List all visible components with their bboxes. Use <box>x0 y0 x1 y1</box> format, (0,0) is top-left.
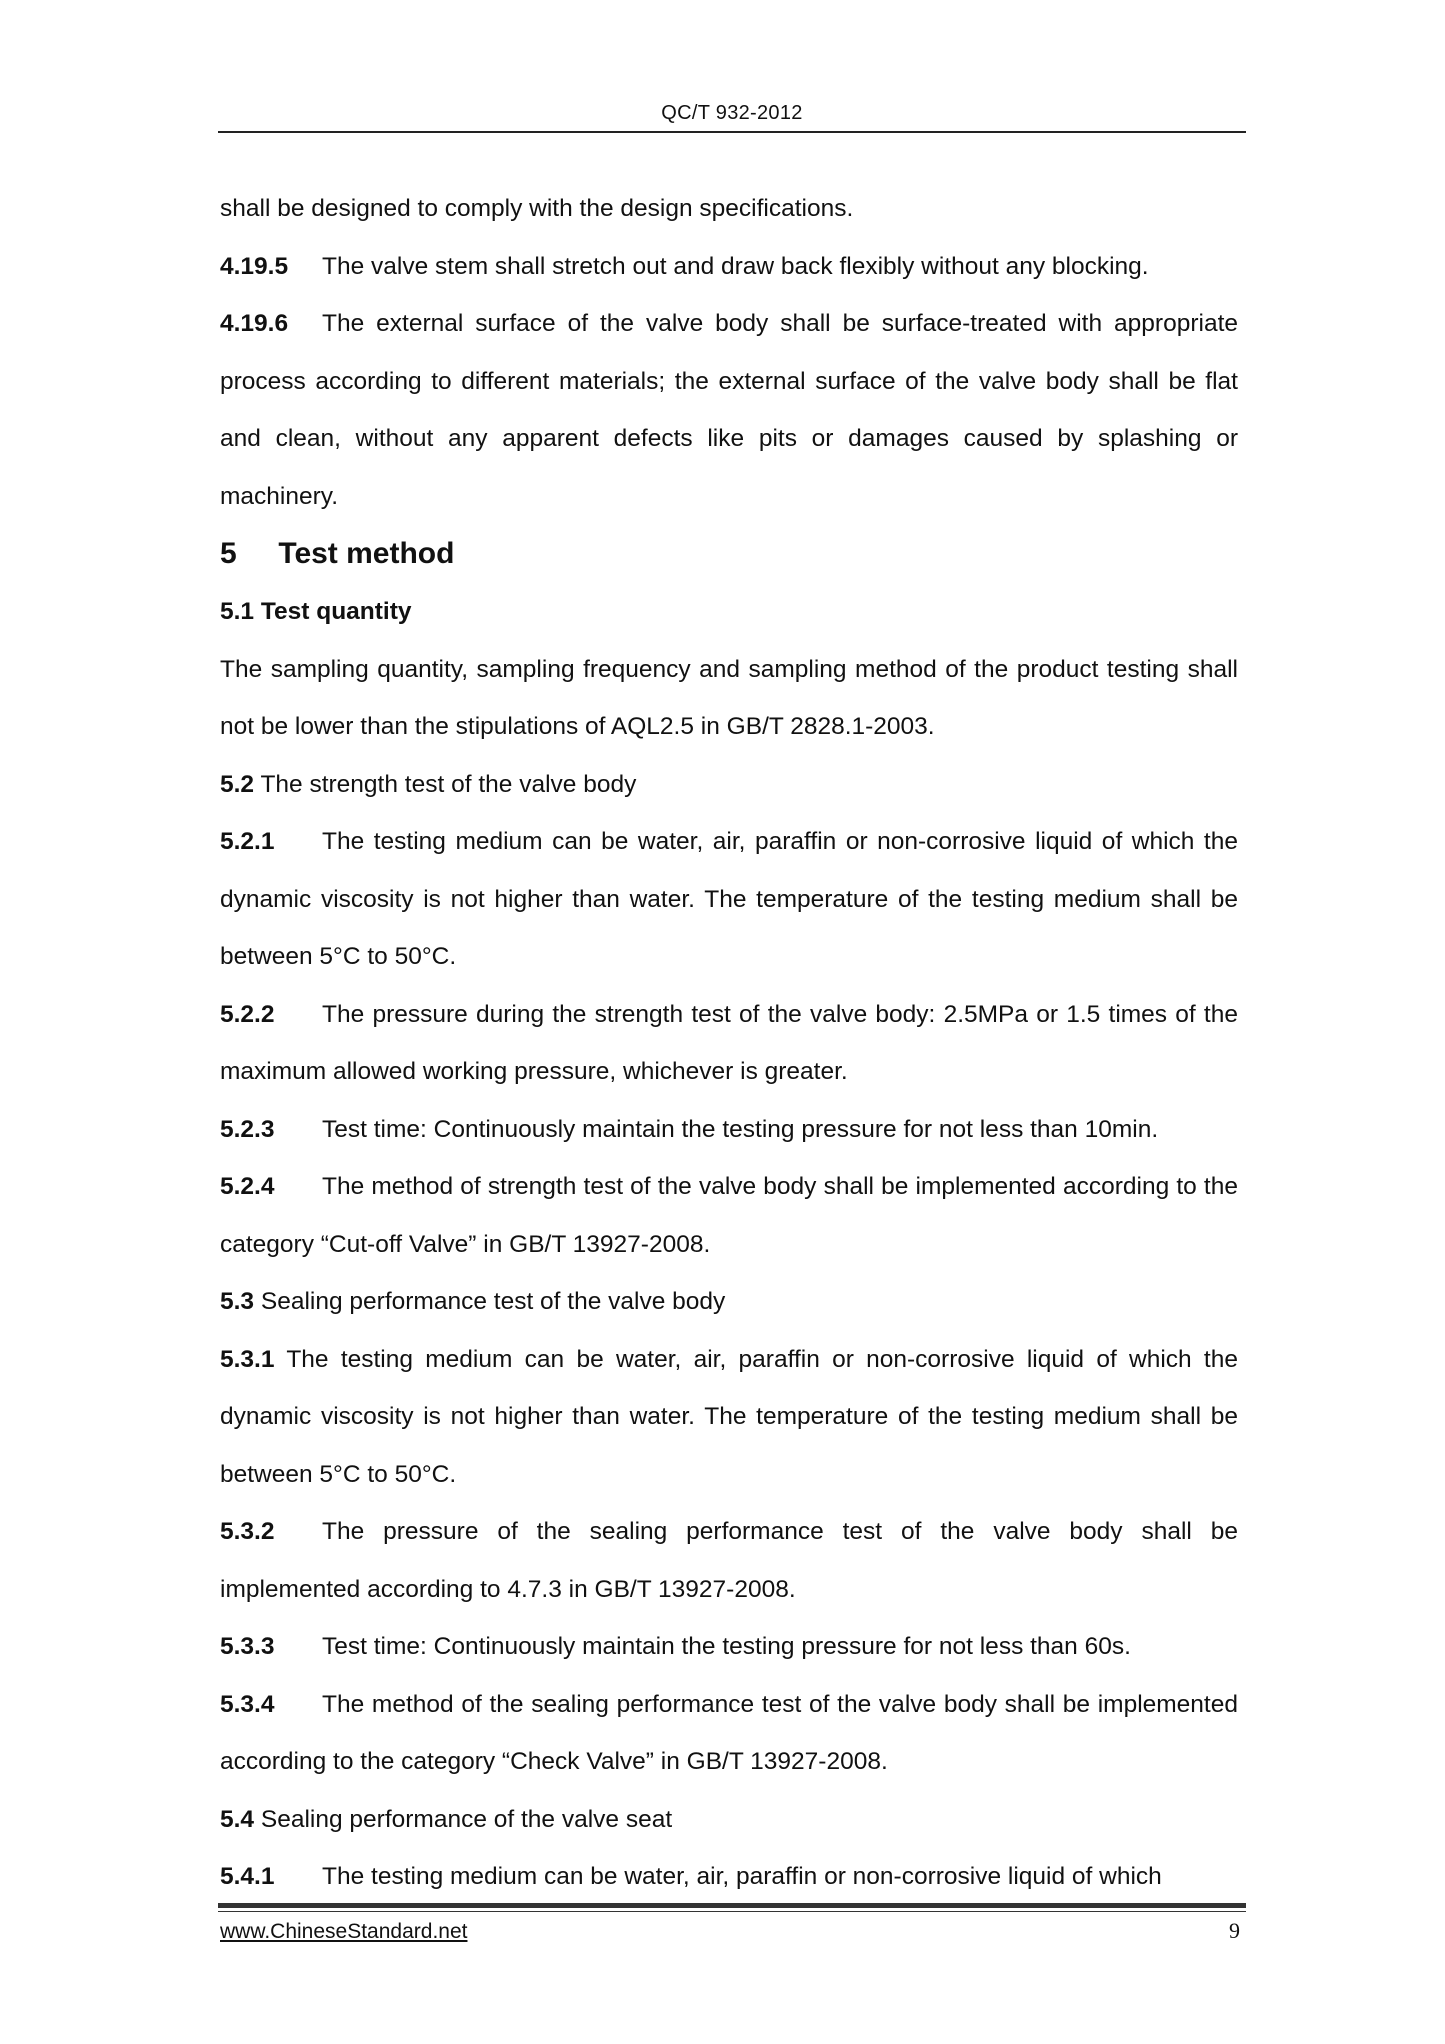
subsection-heading <box>220 756 1238 814</box>
clause-paragraph <box>220 1503 1238 1618</box>
clause-number: 5.4 <box>220 1805 255 1833</box>
clause-paragraph <box>220 180 1238 238</box>
clause-number: 5.3.3 <box>220 1633 275 1660</box>
clause-text: Test quantity <box>260 598 412 625</box>
clause-text: The method of the sealing performance test of the valve body shall be implemented according to the category “Check Valve” in GB/T 13927-2008. <box>220 1690 1238 1775</box>
document-body <box>220 180 1238 1906</box>
clause-paragraph <box>220 295 1238 525</box>
header-rule <box>218 131 1246 133</box>
clause-number: 5.2 <box>220 770 255 798</box>
clause-paragraph <box>220 641 1238 756</box>
clause-text: shall be designed to comply with the design specifications. <box>220 195 854 222</box>
section-heading <box>220 525 1238 583</box>
clause-text: Test time: Continuously maintain the testing pressure for not less than 60s. <box>322 1633 1131 1660</box>
subsection-heading <box>220 1791 1238 1849</box>
subsection-heading <box>220 1273 1238 1331</box>
clause-text: Test time: Continuously maintain the testing pressure for not less than 10min. <box>322 1115 1159 1143</box>
clause-paragraph <box>220 1101 1238 1159</box>
clause-text: The testing medium can be water, air, paraffin or non-corrosive liquid of which the dynamic viscosity is not higher than water. The temperature of the testing medium shall be between 5°C to 50°C. <box>220 828 1238 970</box>
clause-number: 5.2.4 <box>220 1173 275 1200</box>
clause-number: 5 <box>220 537 237 570</box>
clause-paragraph <box>220 1331 1238 1504</box>
clause-number: 5.3 <box>220 1288 255 1315</box>
clause-number: 5.3.1 <box>220 1345 275 1373</box>
clause-text: The testing medium can be water, air, paraffin or non-corrosive liquid of which <box>322 1863 1162 1890</box>
clause-paragraph <box>220 238 1238 296</box>
clause-text: The pressure of the sealing performance test of the valve body shall be implemented according to 4.7.3 in GB/T 13927-2008. <box>220 1518 1238 1603</box>
clause-text: The strength test of the valve body <box>260 770 637 798</box>
clause-number: 5.2.1 <box>220 828 275 855</box>
clause-paragraph <box>220 813 1238 986</box>
clause-number: 5.3.2 <box>220 1518 275 1545</box>
clause-paragraph <box>220 986 1238 1101</box>
clause-text: The valve stem shall stretch out and draw back flexibly without any blocking. <box>322 252 1149 280</box>
clause-text: Sealing performance of the valve seat <box>260 1805 673 1833</box>
footer-rule-thick <box>218 1903 1246 1908</box>
footer-rule-thin <box>218 1911 1246 1912</box>
website-link[interactable]: www.ChineseStandard.net <box>220 1920 468 1943</box>
clause-text: The external surface of the valve body shall be surface-treated with appropriate process according to different materials; the external surface of the valve body shall be flat and clean, without any apparent defects like pits or damages caused by splashing or machinery. <box>220 310 1238 510</box>
clause-paragraph <box>220 1676 1238 1791</box>
clause-number: 5.1 <box>220 598 255 625</box>
page-number: 9 <box>1229 1918 1240 1943</box>
clause-text: The testing medium can be water, air, paraffin or non-corrosive liquid of which the dynamic viscosity is not higher than water. The temperature of the testing medium shall be between 5°C to 50°C. <box>220 1345 1238 1488</box>
clause-text: The pressure during the strength test of the valve body: 2.5MPa or 1.5 times of the maximum allowed working pressure, whichever is greater. <box>220 1000 1238 1085</box>
clause-paragraph <box>220 1848 1238 1906</box>
clause-paragraph <box>220 1618 1238 1676</box>
subsection-heading <box>220 583 1238 641</box>
clause-number: 5.2.2 <box>220 1000 275 1028</box>
clause-number: 4.19.5 <box>220 252 289 280</box>
clause-paragraph <box>220 1158 1238 1273</box>
clause-text: Test method <box>278 537 455 570</box>
clause-number: 5.3.4 <box>220 1690 275 1718</box>
clause-text: The method of strength test of the valve body shall be implemented according to the category “Cut-off Valve” in GB/T 13927-2008. <box>220 1173 1238 1258</box>
clause-text: The sampling quantity, sampling frequency and sampling method of the product testing shall not be lower than the stipulations of AQL2.5 in GB/T 2828.1-2003. <box>220 655 1238 740</box>
running-header: QC/T 932-2012 <box>661 102 803 124</box>
clause-number: 4.19.6 <box>220 310 289 337</box>
clause-text: Sealing performance test of the valve body <box>260 1288 726 1315</box>
clause-number: 5.2.3 <box>220 1115 275 1143</box>
clause-number: 5.4.1 <box>220 1863 275 1890</box>
